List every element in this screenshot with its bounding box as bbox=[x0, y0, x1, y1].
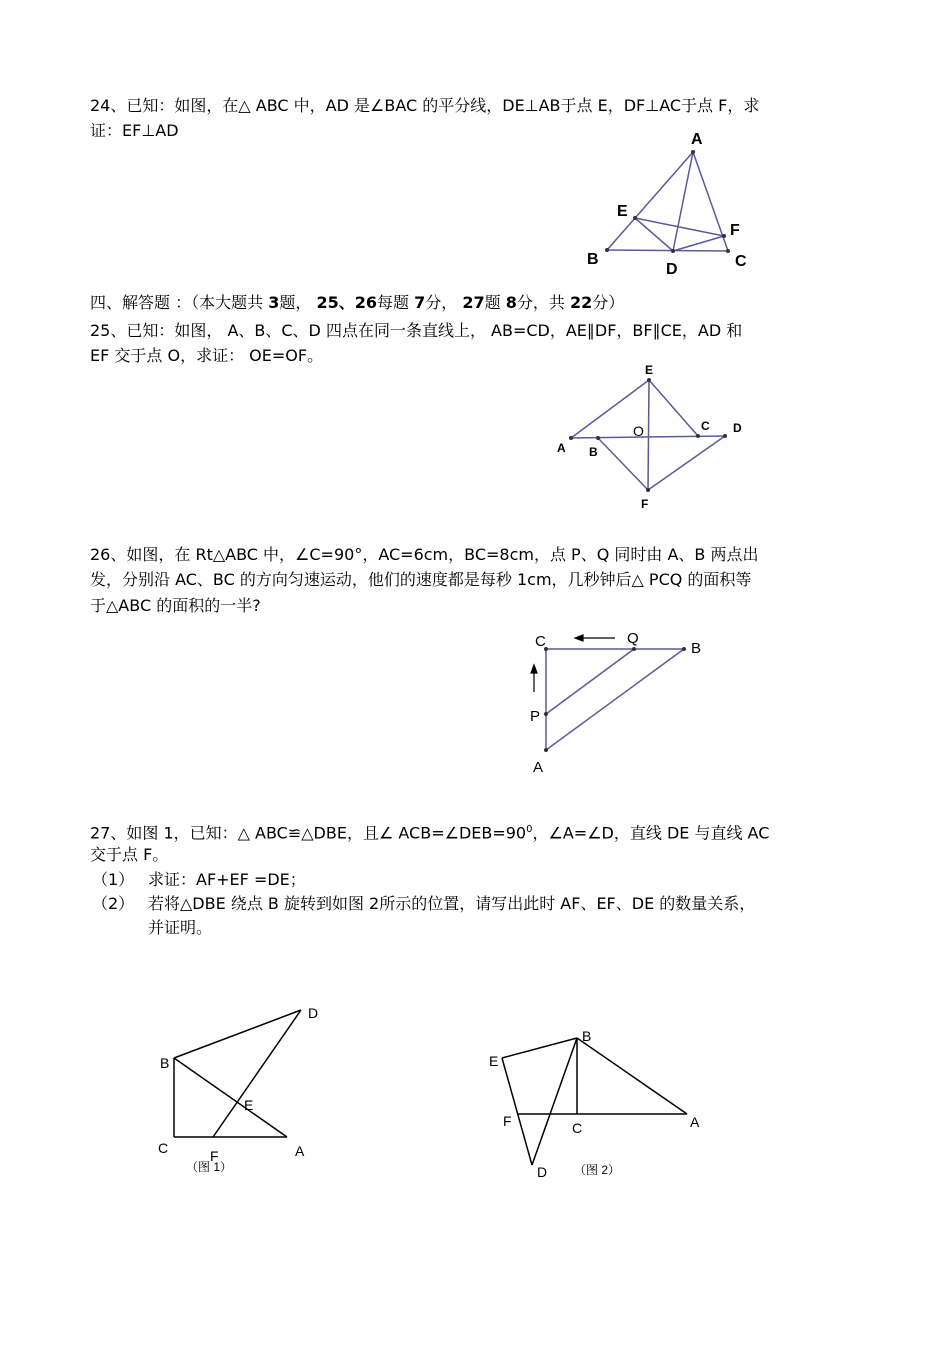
fig1-label-c: C bbox=[158, 1140, 169, 1156]
q24-label-a: A bbox=[691, 131, 703, 148]
q26-figure bbox=[520, 620, 720, 780]
q24-text-line1: 24、已知：如图，在△ ABC 中，AD 是∠BAC 的平分线，DE⊥AB于点 E，DF⊥AC于点 F，求 bbox=[90, 96, 760, 115]
q26-label-q: Q bbox=[627, 630, 639, 647]
fig1-label-d: D bbox=[308, 1005, 319, 1021]
q25-label-b: B bbox=[589, 445, 598, 459]
q26-label-c: C bbox=[535, 633, 546, 650]
fig2-label-a: A bbox=[690, 1114, 700, 1130]
fig2-label-f: F bbox=[503, 1113, 512, 1129]
q27-item2-text: 若将△DBE 绕点 B 旋转到如图 2所示的位置，请写出此时 AF、EF、DE 的数量关系， bbox=[148, 894, 756, 913]
q27-item2-num: （2） bbox=[92, 894, 135, 913]
q27-figure2 bbox=[480, 1020, 710, 1185]
q27-item1-text: 求证：AF+EF =DE； bbox=[148, 870, 306, 889]
q27-figure1 bbox=[150, 1000, 330, 1180]
q27-item1-num: （1） bbox=[92, 870, 135, 889]
fig2-caption: （图 2） bbox=[574, 1163, 621, 1177]
q25-label-d: D bbox=[733, 421, 742, 435]
q25-text-line1: 25、已知：如图， A、B、C、D 四点在同一条直线上， AB=CD，AE∥DF，BF∥CE，AD 和 bbox=[90, 321, 743, 340]
fig1-label-a: A bbox=[295, 1143, 305, 1159]
q26-label-a: A bbox=[533, 759, 544, 776]
q24-figure bbox=[580, 122, 760, 282]
q25-label-c: C bbox=[701, 419, 710, 433]
fig1-label-e: E bbox=[244, 1097, 254, 1113]
fig2-label-c: C bbox=[572, 1120, 583, 1136]
q26-text-line1: 26、如图，在 Rt△ABC 中，∠C=90°，AC=6cm，BC=8cm，点 P、Q 同时由 A、B 两点出 bbox=[90, 545, 759, 564]
q27-text-line1: 27、如图 1，已知：△ ABC≌△DBE，且∠ $ACB=\angle DEB=90^0$，∠A=∠D，直线 DE 与直线 AC bbox=[90, 823, 770, 843]
q27-item2-cont: 并证明。 bbox=[148, 918, 213, 937]
q24-label-c: C bbox=[735, 253, 747, 270]
fig1-caption: （图 1） bbox=[186, 1160, 233, 1174]
q24-label-e: E bbox=[617, 203, 628, 220]
q25-label-a: A bbox=[557, 441, 566, 455]
q26-label-p: P bbox=[530, 708, 541, 725]
q25-label-f: F bbox=[641, 497, 649, 511]
q24-label-b: B bbox=[587, 251, 599, 268]
fig2-label-d: D bbox=[537, 1164, 548, 1180]
q25-text-line2: EF 交于点 O，求证： OE=OF。 bbox=[90, 346, 324, 365]
q24-label-d: D bbox=[666, 261, 678, 278]
q26-label-b: B bbox=[691, 640, 702, 657]
section4-heading: 四、解答题 ：（本大题共 3题， 25、26每题 7分， 27题 8分，共 22分） bbox=[90, 293, 625, 312]
q26-text-line3: 于△ABC 的面积的一半? bbox=[90, 596, 261, 615]
q25-label-o: O bbox=[633, 423, 644, 439]
fig2-label-b: B bbox=[582, 1028, 592, 1044]
q26-text-line2: 发，分别沿 AC、BC 的方向匀速运动，他们的速度都是每秒 1cm，几秒钟后△ PCQ 的面积等 bbox=[90, 570, 752, 589]
q27-text-line2: 交于点 F。 bbox=[90, 845, 169, 864]
q24-label-f: F bbox=[730, 222, 740, 239]
fig1-label-b: B bbox=[160, 1055, 170, 1071]
fig1-label-f: F bbox=[210, 1148, 219, 1164]
q25-label-e: E bbox=[645, 363, 654, 377]
fig2-label-e: E bbox=[489, 1053, 499, 1069]
q25-figure bbox=[550, 360, 750, 515]
q24-text-line2: 证：EF⊥AD bbox=[90, 121, 179, 140]
